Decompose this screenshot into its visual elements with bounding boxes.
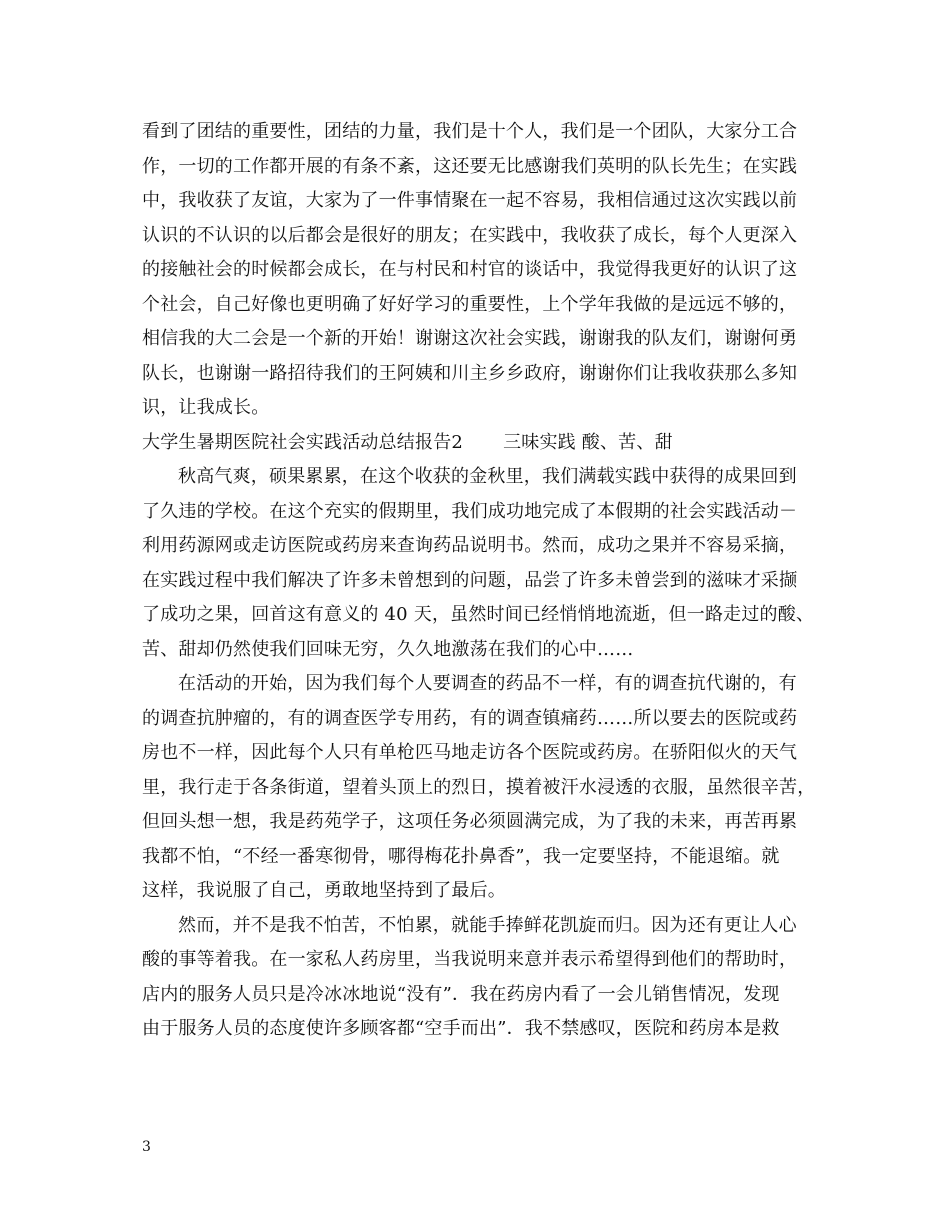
paragraph-3-line: 由于服务人员的态度使许多顾客都“空手而出”．我不禁感叹，医院和药房本是救: [142, 1018, 780, 1039]
paragraph-2-line: 但回头想一想，我是药苑学子，这项任务必须圆满完成，为了我的未来，再苦再累: [142, 811, 798, 832]
paragraph-2-line: 我都不怕，“不经一番寒彻骨，哪得梅花扑鼻香”，我一定要坚持，不能退缩。就: [142, 845, 780, 867]
paragraph-3-line: 然而，并不是我不怕苦，不怕累，就能手捧鲜花凯旋而归。因为还有更让人心: [178, 914, 797, 936]
heading-title: 大学生暑期医院社会实践活动总结报告2: [142, 431, 464, 453]
paragraph-3-line: 酸的事等着我。在一家私人药房里，当我说明来意并表示希望得到他们的帮助时，: [142, 949, 798, 970]
paragraph-2-line: 里，我行走于各条街道，望着头顶上的烈日，摸着被汗水浸透的衣服，虽然很辛苦，: [142, 776, 816, 798]
text-line: 个社会，自己好像也更明确了好好学习的重要性，上个学年我做的是远远不够的，: [142, 293, 798, 315]
text-line: 作，一切的工作都开展的有条不紊，这还要无比感谢我们英明的队长先生；在实践: [142, 155, 798, 177]
paragraph-1-line: 了久违的学校。在这个充实的假期里，我们成功地完成了本假期的社会实践活动－: [142, 500, 798, 522]
paragraph-1-line: 在实践过程中我们解决了许多未曾想到的问题，品尝了许多未曾尝到的滋味才采撷: [142, 569, 798, 591]
paragraph-1-line: 秋高气爽，硕果累累，在这个收获的金秋里，我们满载实践中获得的成果回到: [178, 466, 797, 487]
text-line: 中，我收获了友谊，大家为了一件事情聚在一起不容易，我相信通过这次实践以前: [142, 190, 798, 211]
section-heading: [142, 426, 832, 461]
paragraph-2-line: 在活动的开始，因为我们每个人要调查的药品不一样，有的调查抗代谢的，有: [178, 673, 797, 694]
paragraph-2-line: 的调查抗肿瘤的，有的调查医学专用药，有的调查镇痛药……所以要去的医院或药: [142, 707, 798, 729]
paragraph-3-line: 店内的服务人员只是冷冰冰地说“没有”．我在药房内看了一会儿销售情况，发现: [142, 983, 780, 1005]
paragraph-1-line: 了成功之果，回首这有意义的 40 天，虽然时间已经悄悄地流逝，但一路走过的酸、: [142, 604, 815, 625]
text-line: 队长，也谢谢一路招待我们的王阿姨和川主乡乡政府，谢谢你们让我收获那么多知: [142, 362, 798, 384]
heading-subtitle: 三味实践 酸、苦、甜: [503, 431, 673, 453]
paragraph-1-line: 苦、甜却仍然使我们回味无穷，久久地激荡在我们的心中……: [142, 638, 634, 660]
text-line: 的接触社会的时候都会成长，在与村民和村官的谈话中，我觉得我更好的认识了这: [142, 259, 798, 280]
paragraph-2-line: 房也不一样，因此每个人只有单枪匹马地走访各个医院或药房。在骄阳似火的天气: [142, 742, 798, 763]
paragraph-1-line: 利用药源网或走访医院或药房来查询药品说明书。然而，成功之果并不容易采摘，: [142, 535, 798, 556]
text-line: 认识的不认识的以后都会是很好的朋友；在实践中，我收获了成长，每个人更深入: [142, 224, 798, 246]
text-line: 识，让我成长。: [142, 397, 270, 418]
page-number: 3: [142, 1139, 151, 1155]
paragraph-2-line: 这样，我说服了自己，勇敢地坚持到了最后。: [142, 880, 506, 901]
document-body: [142, 115, 832, 1047]
text-line: 相信我的大二会是一个新的开始！谢谢这次社会实践，谢谢我的队友们，谢谢何勇: [142, 328, 798, 349]
text-line: 看到了团结的重要性，团结的力量，我们是十个人，我们是一个团队，大家分工合: [142, 121, 798, 142]
